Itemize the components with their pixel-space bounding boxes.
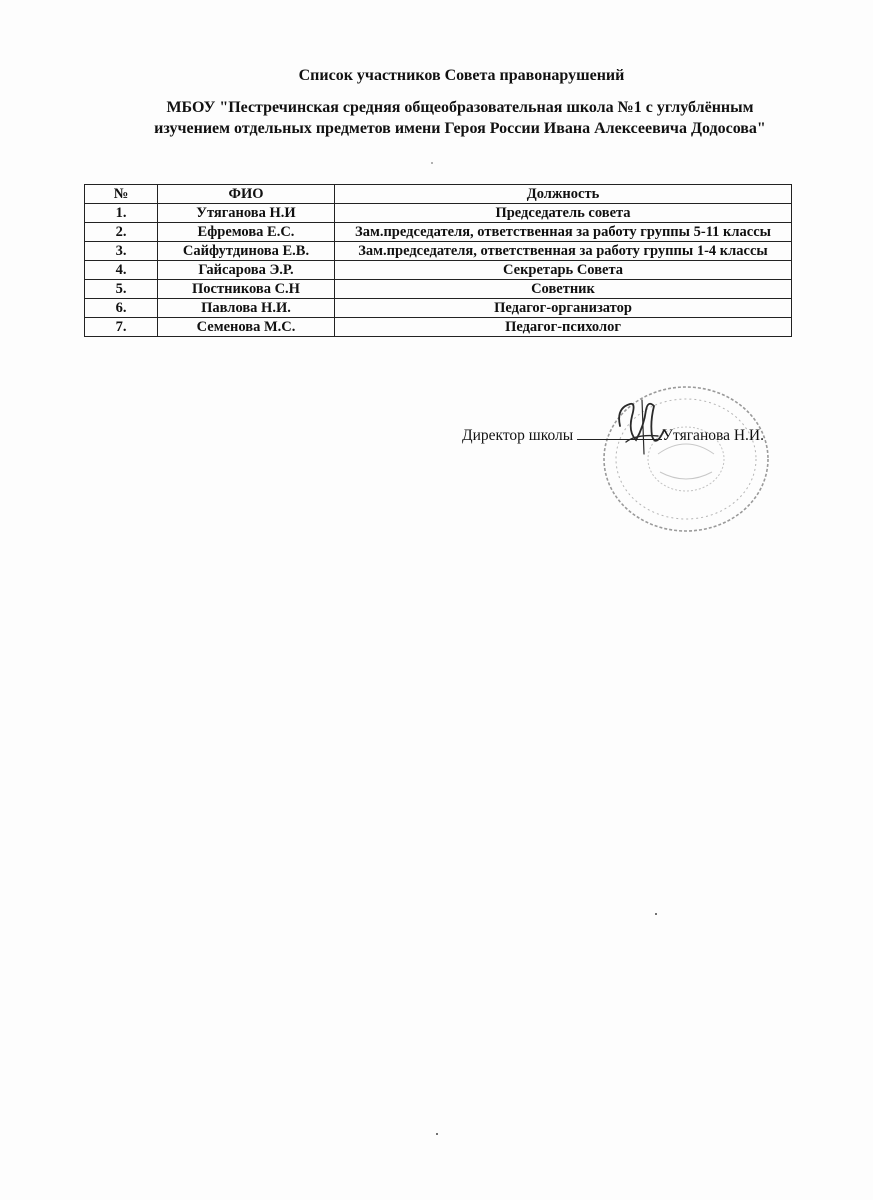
scan-speck — [436, 1133, 438, 1135]
row-role: Педагог-психолог — [335, 318, 792, 337]
document-title: Список участников Совета правонарушений — [298, 67, 625, 84]
row-role: Секретарь Совета — [335, 261, 792, 280]
row-number: 5. — [85, 280, 158, 299]
row-role: Советник — [335, 280, 792, 299]
row-number: 3. — [85, 242, 158, 261]
row-number: 2. — [85, 223, 158, 242]
row-number: 1. — [85, 204, 158, 223]
table-row — [85, 280, 792, 299]
row-role: Зам.председателя, ответственная за работу группы 5-11 классы — [335, 223, 792, 242]
subtitle-line-1: МБОУ "Пестречинская средняя общеобразовательная школа №1 с углублённым — [166, 99, 754, 116]
document-subtitle — [100, 97, 820, 139]
row-name: Сайфутдинова Е.В. — [158, 242, 335, 261]
row-number: 6. — [85, 299, 158, 318]
row-number: 7. — [85, 318, 158, 337]
row-name: Утяганова Н.И — [158, 204, 335, 223]
members-table — [84, 184, 792, 337]
row-role: Председатель совета — [335, 204, 792, 223]
subtitle-line-2: изучением отдельных предметов имени Героя России Ивана Алексеевича Додосова" — [154, 120, 766, 137]
signature-position-label: Директор школы — [462, 427, 574, 444]
scan-speck — [431, 162, 433, 164]
scan-speck — [655, 913, 657, 915]
row-number: 4. — [85, 261, 158, 280]
row-name: Ефремова Е.С. — [158, 223, 335, 242]
row-name: Постникова С.Н — [158, 280, 335, 299]
row-name: Гайсарова Э.Р. — [158, 261, 335, 280]
table-header-row — [85, 185, 792, 204]
row-name: Павлова Н.И. — [158, 299, 335, 318]
row-role: Педагог-организатор — [335, 299, 792, 318]
row-name: Семенова М.С. — [158, 318, 335, 337]
signature-block — [462, 425, 764, 446]
table-row — [85, 299, 792, 318]
header-name: ФИО — [158, 185, 335, 204]
table-row — [85, 242, 792, 261]
row-role: Зам.председателя, ответственная за работу группы 1-4 классы — [335, 242, 792, 261]
table-row — [85, 223, 792, 242]
table-row — [85, 318, 792, 337]
signature-line — [577, 425, 662, 440]
table-row — [85, 204, 792, 223]
header-role: Должность — [335, 185, 792, 204]
signature-signer-name: Утяганова Н.И. — [662, 427, 764, 444]
table-row — [85, 261, 792, 280]
header-number: № — [85, 185, 158, 204]
